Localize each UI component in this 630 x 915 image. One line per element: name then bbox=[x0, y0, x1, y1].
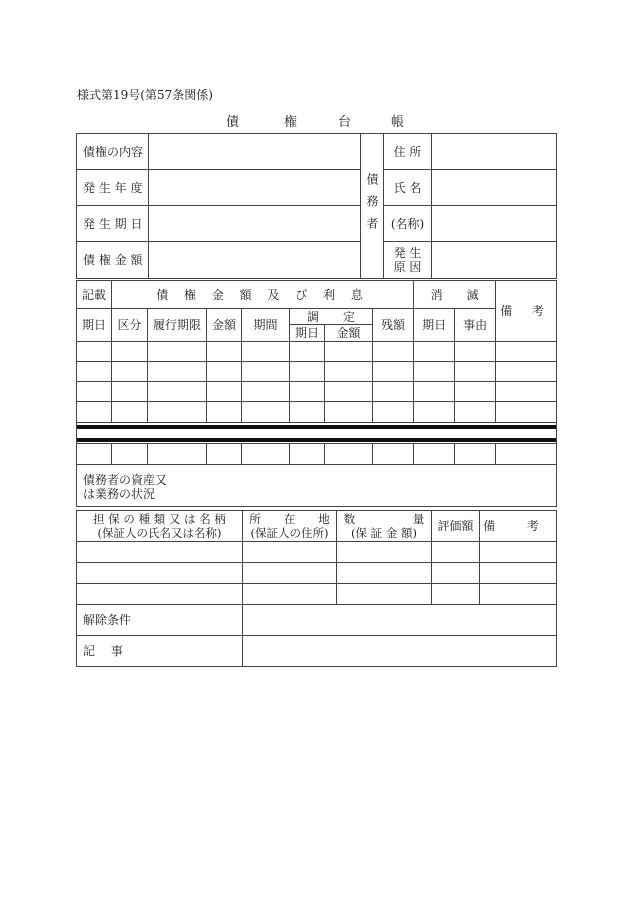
ledger-row bbox=[77, 402, 557, 423]
adjustment-amount-header: 金額 bbox=[325, 325, 373, 342]
corp-name-label: (名称) bbox=[384, 206, 432, 242]
page-break-marker bbox=[77, 423, 557, 444]
claim-content-field[interactable] bbox=[149, 134, 361, 170]
collateral-remarks-header: 備 考 bbox=[480, 511, 557, 542]
extinction-header: 消 滅 bbox=[414, 281, 496, 309]
period-header: 期間 bbox=[242, 309, 290, 342]
claim-amount-label: 債 権 金 額 bbox=[77, 242, 149, 279]
collateral-row bbox=[77, 584, 557, 605]
ledger-row bbox=[77, 382, 557, 402]
release-condition-field[interactable] bbox=[243, 605, 557, 636]
collateral-type-header: 担 保 の 種 類 又 は 名 柄 (保証人の氏名又は名称) bbox=[77, 511, 243, 542]
corp-name-field[interactable] bbox=[432, 206, 557, 242]
address-field[interactable] bbox=[432, 134, 557, 170]
extinction-reason-header: 事由 bbox=[455, 309, 496, 342]
release-condition-label: 解除条件 bbox=[77, 605, 243, 636]
ledger-row bbox=[77, 444, 557, 465]
debtor-label: 債務者 bbox=[361, 134, 384, 279]
entry-label: 記載 bbox=[77, 281, 112, 309]
cause-label: 発 生 原 因 bbox=[384, 242, 432, 279]
ledger-row bbox=[77, 362, 557, 382]
claim-ledger-table bbox=[76, 280, 557, 507]
collateral-table bbox=[76, 510, 557, 667]
quantity-header: 数 量 (保 証 金 額) bbox=[337, 511, 432, 542]
remarks-header: 備 考 bbox=[496, 281, 557, 342]
ledger-row bbox=[77, 342, 557, 362]
form-number: 様式第19号(第57条関係) bbox=[77, 88, 213, 102]
valuation-header: 評価額 bbox=[432, 511, 480, 542]
extinction-date-header: 期日 bbox=[414, 309, 455, 342]
debtor-assets-label: 債務者の資産又 は業務の状況 bbox=[77, 465, 557, 507]
title-char: 権 bbox=[284, 115, 298, 130]
balance-header: 残額 bbox=[373, 309, 414, 342]
adjustment-header: 調 定 bbox=[290, 309, 373, 325]
occurrence-year-label: 発 生 年 度 bbox=[77, 170, 149, 206]
occurrence-date-field[interactable] bbox=[149, 206, 361, 242]
collateral-row bbox=[77, 563, 557, 584]
location-header: 所 在 地 (保証人の住所) bbox=[243, 511, 337, 542]
title-char: 帳 bbox=[391, 115, 405, 130]
entry-date-label: 期日 bbox=[77, 309, 112, 342]
notes-label: 記 事 bbox=[77, 636, 243, 667]
title-char: 債 bbox=[226, 115, 240, 130]
occurrence-year-field[interactable] bbox=[149, 170, 361, 206]
title-char: 台 bbox=[338, 115, 352, 130]
due-date-header: 履行期限 bbox=[148, 309, 207, 342]
principal-interest-header: 債 権 金 額 及 び 利 息 bbox=[112, 281, 414, 309]
address-label: 住 所 bbox=[384, 134, 432, 170]
claim-content-label: 債権の内容 bbox=[77, 134, 149, 170]
name-field[interactable] bbox=[432, 170, 557, 206]
collateral-row bbox=[77, 542, 557, 563]
amount-header: 金額 bbox=[207, 309, 242, 342]
occurrence-date-label: 発 生 期 日 bbox=[77, 206, 149, 242]
notes-field[interactable] bbox=[243, 636, 557, 667]
claim-amount-field[interactable] bbox=[149, 242, 361, 279]
adjustment-date-header: 期日 bbox=[290, 325, 325, 342]
claim-summary-table bbox=[76, 133, 557, 279]
category-header: 区分 bbox=[112, 309, 148, 342]
name-label: 氏 名 bbox=[384, 170, 432, 206]
cause-field[interactable] bbox=[432, 242, 557, 279]
